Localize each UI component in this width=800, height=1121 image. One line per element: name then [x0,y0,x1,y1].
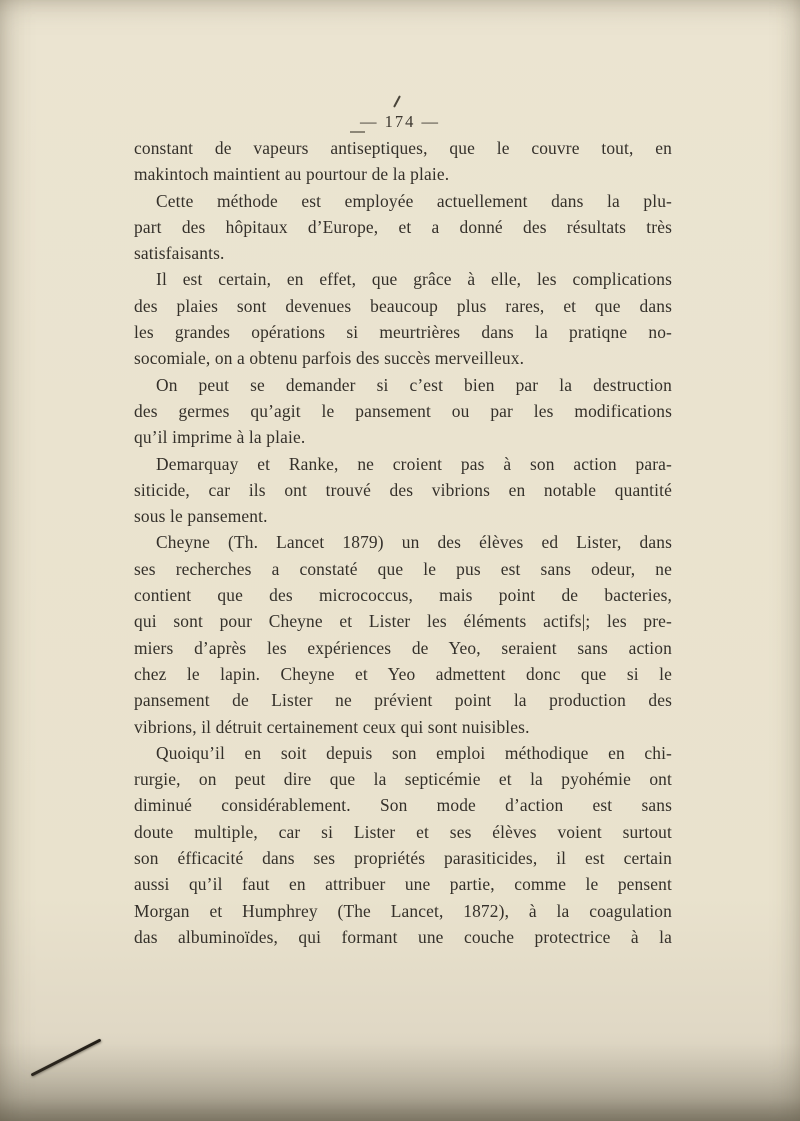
page-number: — 174 — [360,112,440,131]
text-line: rurgie, on peut dire que la septicémie et la pyohémie ont [134,769,672,790]
text-line: des plaies sont devenues beaucoup plus rares, et que dans [134,295,672,316]
text-line: Quoiqu’il en soit depuis son emploi méthodique en chi- [156,742,672,763]
scan-corner-line-artifact [31,1038,102,1076]
text-line: Morgan et Humphrey (The Lancet, 1872), à la coagulation [134,900,672,921]
text-line: qu’il imprime à la plaie. [134,427,306,448]
text-line: On peut se demander si c’est bien par la destruction [156,374,672,395]
text-line: aussi qu’il faut en attribuer une partie, comme le pensent [134,874,672,895]
text-line: son éfficacité dans ses propriétés parasiticides, il est certain [134,848,672,869]
text-line: des germes qu’agit le pansement ou par les modifications [134,400,672,421]
text-line: Il est certain, en effet, que grâce à elle, les complications [156,269,672,290]
page-bottom-shadow [0,1043,800,1121]
text-line: pansement de Lister ne prévient point la production des [134,690,672,711]
text-line: socomiale, on a obtenu parfois des succès merveilleux. [134,348,525,369]
scan-dash-artifact [350,131,365,133]
text-line: constant de vapeurs antiseptiques, que le couvre tout, en [134,138,672,158]
text-line: part des hôpitaux d’Europe, et a donné des résultats très [134,216,672,237]
text-line: doute multiple, car si Lister et ses élèves voient surtout [134,821,672,842]
text-line: Cette méthode est employée actuellement dans la plu- [156,190,672,211]
text-line: satisfaisants. [134,243,225,264]
text-line: Demarquay et Ranke, ne croient pas à son action para- [156,453,672,474]
text-line: makintoch maintient au pourtour de la plaie. [134,164,450,185]
text-line: Cheyne (Th. Lancet 1879) un des élèves ed Lister, dans [156,532,672,553]
text-line: sous le pansement. [134,506,268,527]
text-line: qui sont pour Cheyne et Lister les éléments actifs|; les pre- [134,611,672,632]
text-line: contient que des micrococcus, mais point de bacteries, [134,585,672,606]
text-line: siticide, car ils ont trouvé des vibrions en notable quantité [134,479,672,500]
text-line: ses recherches a constaté que le pus est sans odeur, ne [134,558,672,579]
text-line: das albuminoïdes, qui formant une couche protectrice à la [134,926,672,947]
text-line: diminué considérablement. Son mode d’action est sans [134,795,672,816]
page-text [134,135,672,950]
text-line: vibrions, il détruit certainement ceux qui sont nuisibles. [134,716,530,737]
text-line: les grandes opérations si meurtrières dans la pratiqne no- [134,322,672,343]
text-line: chez le lapin. Cheyne et Yeo admettent donc que si le [134,663,672,684]
text-line: miers d’après les expériences de Yeo, seraient sans action [134,637,672,658]
